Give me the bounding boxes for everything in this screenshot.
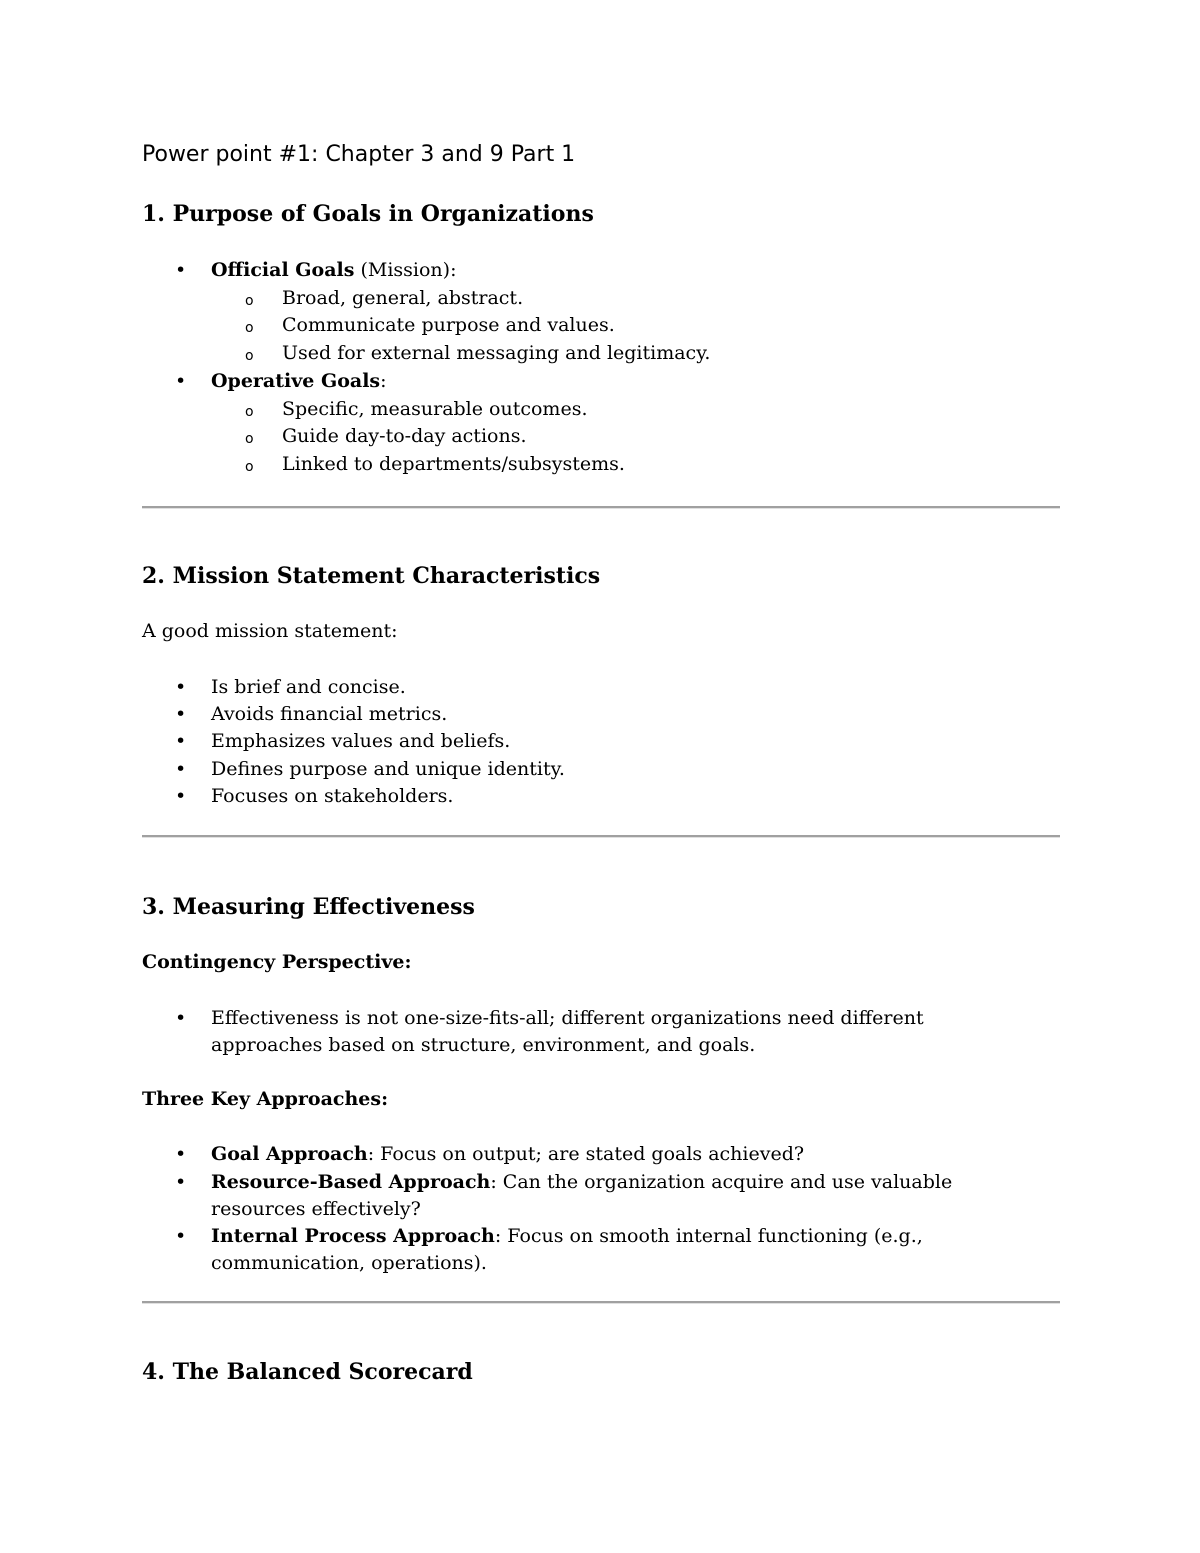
section-4-heading: 4. The Balanced Scorecard (142, 1359, 473, 1385)
bullet-icon: • (175, 370, 187, 392)
sub-list-item (245, 340, 1062, 367)
horizontal-rule (142, 835, 1060, 838)
term: Operative Goals (211, 370, 381, 392)
bullet-icon: • (175, 703, 187, 725)
bullet-icon: • (175, 730, 187, 752)
sub-list-item (245, 396, 1062, 423)
term: Goal Approach (211, 1143, 368, 1165)
term-rest: : Can the organization acquire and use valuable resources effectively? (211, 1171, 953, 1220)
list-item (175, 701, 1061, 728)
term: Resource-Based Approach (211, 1171, 491, 1193)
bullet-icon: • (175, 1143, 187, 1165)
list-item (175, 1223, 1031, 1277)
circle-bullet-icon: o (245, 459, 254, 475)
item-text: Avoids financial metrics. (211, 703, 448, 725)
list-item (175, 674, 1061, 701)
list-item (175, 1141, 1031, 1168)
sub-list-item (245, 423, 1062, 450)
list-item (175, 368, 1061, 395)
list-item (175, 1005, 1031, 1059)
list-item (175, 756, 1061, 783)
term: Official Goals (211, 259, 355, 281)
contingency-label: Contingency Perspective: (142, 951, 412, 973)
circle-bullet-icon: o (245, 320, 254, 336)
bullet-icon: • (175, 1171, 187, 1193)
section-2-heading: 2. Mission Statement Characteristics (142, 563, 601, 589)
section-2-intro: A good mission statement: (142, 620, 398, 642)
approaches-label: Three Key Approaches: (142, 1088, 389, 1110)
sub-list-item (245, 285, 1062, 312)
bullet-icon: • (175, 1007, 187, 1029)
list-item (175, 257, 1061, 284)
horizontal-rule (142, 506, 1060, 509)
sub-item-text: Communicate purpose and values. (282, 314, 615, 336)
sub-item-text: Broad, general, abstract. (282, 287, 524, 309)
item-text: Focuses on stakeholders. (211, 785, 454, 807)
item-text: Is brief and concise. (211, 676, 406, 698)
circle-bullet-icon: o (245, 348, 254, 364)
section-1-heading: 1. Purpose of Goals in Organizations (142, 201, 594, 227)
bullet-icon: • (175, 758, 187, 780)
sub-item-text: Used for external messaging and legitimacy. (282, 342, 711, 364)
list-item (175, 783, 1061, 810)
list-item (175, 1169, 1031, 1223)
bullet-icon: • (175, 259, 187, 281)
bullet-icon: • (175, 785, 187, 807)
circle-bullet-icon: o (245, 431, 254, 447)
sub-item-text: Guide day-to-day actions. (282, 425, 527, 447)
item-text: Emphasizes values and beliefs. (211, 730, 511, 752)
list-item (175, 728, 1061, 755)
sub-item-text: Specific, measurable outcomes. (282, 398, 588, 420)
document-title: Power point #1: Chapter 3 and 9 Part 1 (142, 142, 576, 167)
sub-list-item (245, 312, 1062, 339)
circle-bullet-icon: o (245, 404, 254, 420)
bullet-icon: • (175, 676, 187, 698)
item-text: Defines purpose and unique identity. (211, 758, 565, 780)
term-rest: (Mission): (354, 259, 457, 281)
sub-item-text: Linked to departments/subsystems. (282, 453, 625, 475)
term-rest: : Focus on output; are stated goals achieved? (367, 1143, 805, 1165)
bullet-icon: • (175, 1225, 187, 1247)
section-3-heading: 3. Measuring Effectiveness (142, 894, 475, 920)
circle-bullet-icon: o (245, 293, 254, 309)
sub-list-item (245, 451, 1062, 478)
term: Internal Process Approach (211, 1225, 495, 1247)
horizontal-rule (142, 1301, 1060, 1304)
item-text: Effectiveness is not one-size-fits-all; different organizations need different approaches based on structure, environment, and goals. (211, 1007, 924, 1056)
term-rest: : (380, 370, 387, 392)
term-rest: : Focus on smooth internal functioning (e.g., communication, operations). (211, 1225, 923, 1274)
